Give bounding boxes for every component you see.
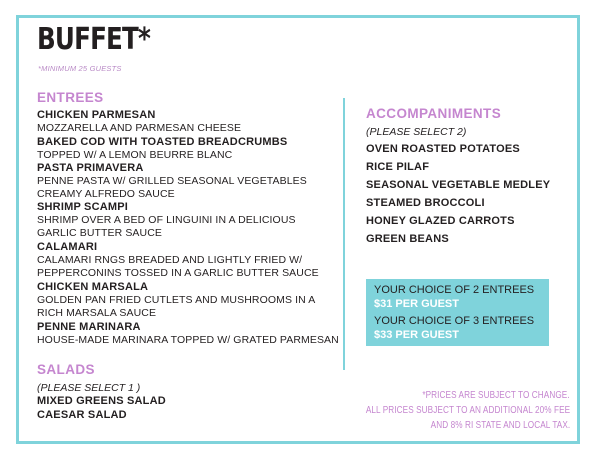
pricing-box [366, 279, 549, 346]
entree-desc: CREAMY ALFREDO SAUCE [37, 188, 175, 200]
salads-select-note: (PLEASE SELECT 1 ) [37, 382, 141, 394]
entree-name: CALAMARI [37, 241, 98, 253]
price-option-amount: $33 PER GUEST [374, 329, 459, 341]
accompaniment-item: OVEN ROASTED POTATOES [366, 143, 520, 155]
entree-desc: TOPPED W/ A LEMON BEURRE BLANC [37, 149, 233, 161]
price-option-label: YOUR CHOICE OF 3 ENTREES [374, 315, 535, 327]
salads-heading: SALADS [37, 362, 95, 377]
entree-desc: PENNE PASTA W/ GRILLED SEASONAL VEGETABLES [37, 175, 307, 187]
entree-desc: MOZZARELLA AND PARMESAN CHEESE [37, 122, 242, 134]
accompaniment-item: RICE PILAF [366, 161, 430, 173]
accompaniments-select-note: (PLEASE SELECT 2) [366, 126, 467, 138]
entree-desc: SHRIMP OVER A BED OF LINGUINI IN A DELICIOUS [37, 214, 296, 226]
entrees-heading: ENTREES [37, 90, 104, 105]
entree-desc: PEPPERCONINS TOSSED IN A GARLIC BUTTER SAUCE [37, 267, 319, 279]
entree-desc: HOUSE-MADE MARINARA TOPPED W/ GRATED PARMESAN [37, 334, 339, 346]
entree-desc: RICH MARSALA SAUCE [37, 307, 157, 319]
accompaniment-item: HONEY GLAZED CARROTS [366, 215, 515, 227]
fee-note: ALL PRICES SUBJECT TO AN ADDITIONAL 20% FEE [365, 405, 570, 416]
accompaniment-item: STEAMED BROCCOLI [366, 197, 485, 209]
entree-name: BAKED COD WITH TOASTED BREADCRUMBS [37, 136, 288, 148]
entree-name: PENNE MARINARA [37, 321, 141, 333]
entree-name: SHRIMP SCAMPI [37, 201, 129, 213]
column-divider [343, 98, 345, 370]
entree-name: CHICKEN PARMESAN [37, 109, 156, 121]
accompaniment-item: GREEN BEANS [366, 233, 449, 245]
accompaniments-heading: ACCOMPANIMENTS [366, 106, 502, 121]
price-option-amount: $31 PER GUEST [374, 298, 459, 310]
entree-desc: CALAMARI RNGS BREADED AND LIGHTLY FRIED W/ [37, 254, 303, 266]
salad-item: MIXED GREENS SALAD [37, 395, 166, 407]
salad-item: CAESAR SALAD [37, 409, 127, 421]
price-option-label: YOUR CHOICE OF 2 ENTREES [374, 284, 535, 296]
accompaniment-item: SEASONAL VEGETABLE MEDLEY [366, 179, 551, 191]
entree-name: PASTA PRIMAVERA [37, 162, 144, 174]
price-change-note: *PRICES ARE SUBJECT TO CHANGE. [422, 390, 570, 401]
page-title: BUFFET* [37, 22, 151, 57]
entree-name: CHICKEN MARSALA [37, 281, 149, 293]
minimum-guests-note: *MINIMUM 25 GUESTS [38, 64, 122, 73]
tax-note: AND 8% RI STATE AND LOCAL TAX. [430, 420, 570, 431]
entree-desc: GARLIC BUTTER SAUCE [37, 227, 163, 239]
entree-desc: GOLDEN PAN FRIED CUTLETS AND MUSHROOMS IN A [37, 294, 316, 306]
